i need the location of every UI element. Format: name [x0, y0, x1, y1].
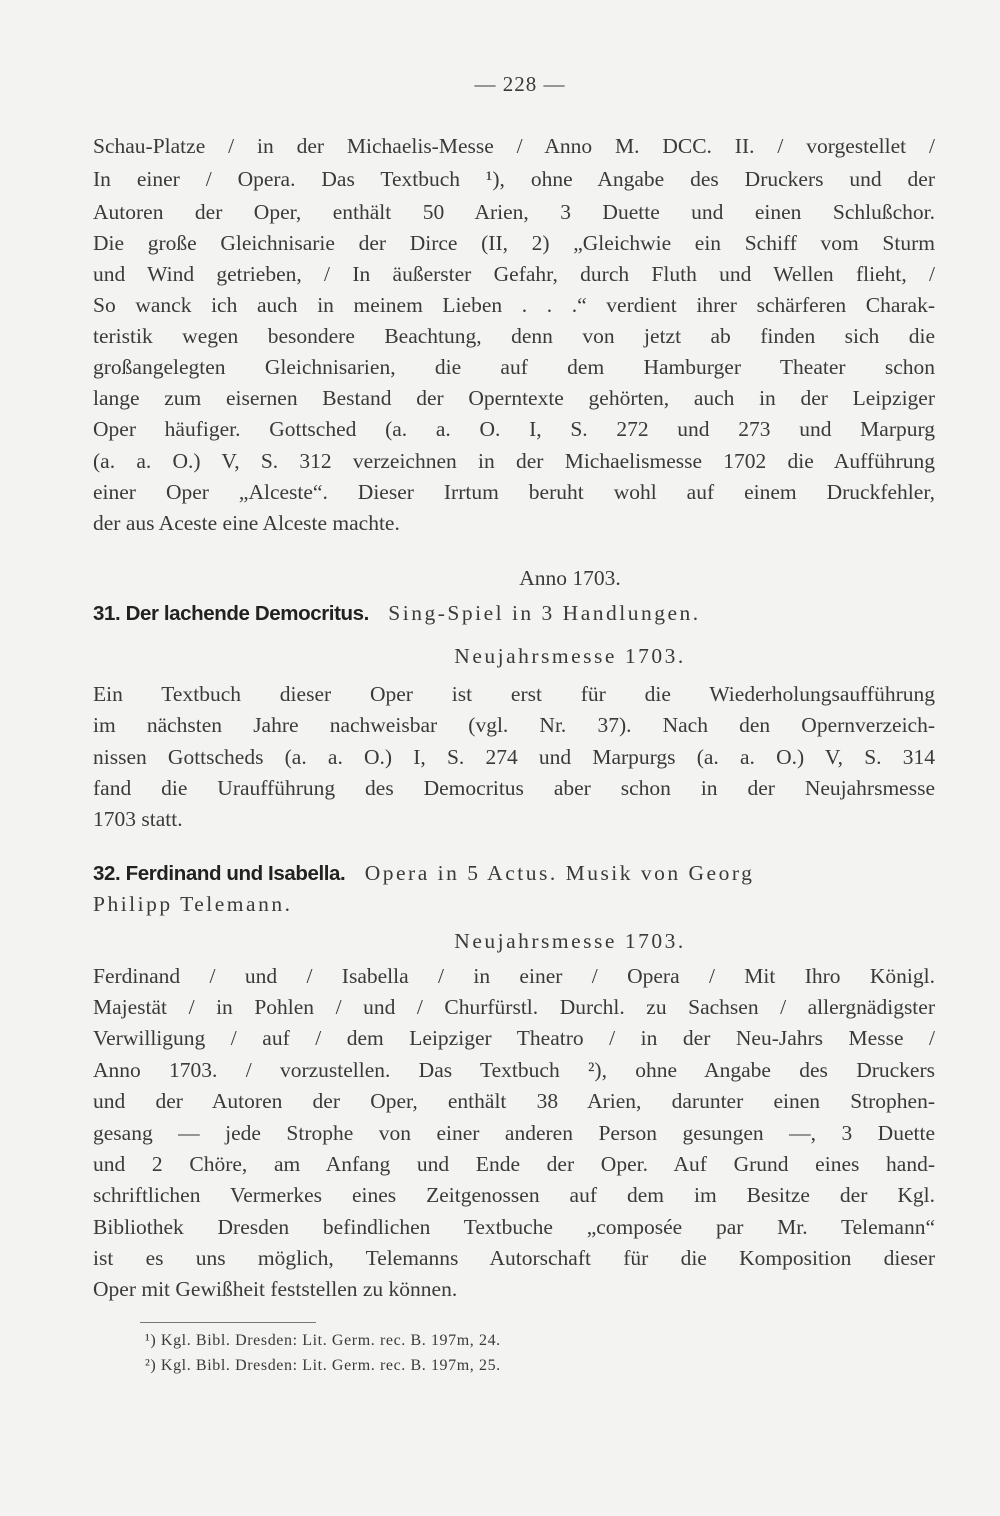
text-line: einer Oper „Alceste“. Dieser Irrtum beruht wohl auf einem Druckfehler,	[93, 480, 935, 504]
text-line: und 2 Chöre, am Anfang und Ende der Oper. Auf Grund eines hand-	[93, 1152, 935, 1176]
entry-31-subtitle: Sing-Spiel in 3 Handlungen.	[388, 601, 701, 625]
entry-32-subtitle-cont: Philipp Telemann.	[93, 892, 293, 916]
text-line: großangelegten Gleichnisarien, die auf dem Hamburger Theater schon	[93, 355, 935, 379]
text-line: fand die Uraufführung des Democritus aber schon in der Neujahrsmesse	[93, 776, 935, 800]
text-line: Autoren der Oper, enthält 50 Arien, 3 Duette und einen Schlußchor.	[93, 200, 935, 224]
text-line: Verwilligung / auf / dem Leipziger Theatro / in der Neu-Jahrs Messe /	[93, 1026, 935, 1050]
footnote-divider	[140, 1322, 316, 1323]
text-line: und Wind getrieben, / In äußerster Gefahr, durch Fluth und Wellen flieht, /	[93, 262, 935, 286]
text-line: Schau-Platze / in der Michaelis-Messe / Anno M. DCC. II. / vorgestellet /	[93, 134, 935, 158]
text-line: Ferdinand / und / Isabella / in einer / Opera / Mit Ihro Königl.	[93, 964, 935, 988]
text-line: gesang — jede Strophe von einer anderen Person gesungen —, 3 Duette	[93, 1121, 935, 1145]
footnote: ¹) Kgl. Bibl. Dresden: Lit. Germ. rec. B. 197m, 24.	[145, 1332, 501, 1349]
text-line: Oper häufiger. Gottsched (a. a. O. I, S. 272 und 273 und Marpurg	[93, 417, 935, 441]
text-line: Anno 1703. / vorzustellen. Das Textbuch ²), ohne Angabe des Druckers	[93, 1058, 935, 1082]
entry-32-heading	[93, 858, 935, 888]
entry-31-title: 31. Der lachende Democritus.	[93, 602, 369, 625]
text-line: Majestät / in Pohlen / und / Churfürstl. Durchl. zu Sachsen / allergnädigster	[93, 995, 935, 1019]
text-line: ist es uns möglich, Telemanns Autorschaft für die Komposition dieser	[93, 1246, 935, 1270]
text-line: lange zum eisernen Bestand der Operntexte gehörten, auch in der Leipziger	[93, 386, 935, 410]
entry-31-heading	[93, 598, 935, 628]
footnote: ²) Kgl. Bibl. Dresden: Lit. Germ. rec. B. 197m, 25.	[145, 1357, 501, 1374]
text-line: schriftlichen Vermerkes eines Zeitgenossen auf dem im Besitze der Kgl.	[93, 1183, 935, 1207]
page-number: — 228 —	[474, 72, 566, 96]
text-line: So wanck ich auch in meinem Lieben . . .“ verdient ihrer schärferen Charak-	[93, 293, 935, 317]
text-line: Oper mit Gewißheit feststellen zu können.	[93, 1277, 458, 1301]
text-line: (a. a. O.) V, S. 312 verzeichnen in der Michaelismesse 1702 die Aufführung	[93, 449, 935, 473]
text-line: In einer / Opera. Das Textbuch ¹), ohne Angabe des Druckers und der	[93, 167, 935, 191]
year-heading: Anno 1703.	[519, 566, 621, 590]
text-line: 1703 statt.	[93, 807, 183, 831]
text-line: im nächsten Jahre nachweisbar (vgl. Nr. 37). Nach den Opernverzeich-	[93, 713, 935, 737]
entry-32-subtitle: Opera in 5 Actus. Musik von Georg	[364, 861, 755, 885]
text-line: Die große Gleichnisarie der Dirce (II, 2) „Gleichwie ein Schiff vom Sturm	[93, 231, 935, 255]
text-line: der aus Aceste eine Alceste machte.	[93, 511, 400, 535]
entry-31-fair: Neujahrsmesse 1703.	[454, 644, 686, 668]
text-line: Ein Textbuch dieser Oper ist erst für die Wiederholungsaufführung	[93, 682, 935, 706]
entry-32-fair: Neujahrsmesse 1703.	[454, 929, 686, 953]
text-line: und der Autoren der Oper, enthält 38 Arien, darunter einen Strophen-	[93, 1089, 935, 1113]
entry-32-title: 32. Ferdinand und Isabella.	[93, 862, 346, 885]
text-line: teristik wegen besondere Beachtung, denn von jetzt ab finden sich die	[93, 324, 935, 348]
text-line: nissen Gottscheds (a. a. O.) I, S. 274 und Marpurgs (a. a. O.) V, S. 314	[93, 745, 935, 769]
text-line: Bibliothek Dresden befindlichen Textbuche „composée par Mr. Telemann“	[93, 1215, 935, 1239]
